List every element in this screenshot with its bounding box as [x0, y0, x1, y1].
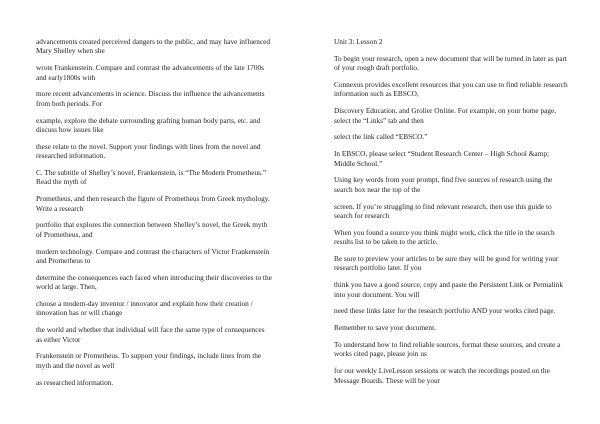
left-paragraph: advancements created perceived dangers to the public, and may have influenced Mary Shelley when she	[36, 37, 271, 56]
left-paragraph: C. The subtitle of Shelley’s novel, Frankenstein, is “The Modern Prometheus.” Read the myth of	[36, 168, 267, 187]
left-paragraph: Prometheus, and then research the figure of Prometheus from Greek mythology. Write a research	[36, 194, 270, 213]
right-paragraph: think you have a good source, copy and paste the Persistent Link or Permalink into your document. You will	[334, 280, 563, 299]
right-paragraph: Using key words from your prompt, find five sources of research using the search box near the top of the	[334, 175, 553, 194]
left-paragraph: more recent advancements in science. Discuss the influence the advancements from both periods. For	[36, 89, 265, 108]
left-paragraph: the world and whether that individual will face the same type of consequences as either Victor	[36, 325, 265, 344]
left-paragraph: these relate to the novel. Support your findings with lines from the novel and researched information.	[36, 141, 261, 161]
right-paragraph: Connexus provides excellent resources that you can use to find reliable research information such as EBSCO,	[334, 80, 568, 99]
left-paragraph: wrote Frankenstein. Compare and contrast the advancements of the late 1700s and early1800s with	[36, 63, 264, 82]
right-paragraph: need these links later for the research portfolio AND your works cited page.	[334, 306, 556, 316]
left-paragraph: modern technology. Compare and contrast the characters of Victor Frankenstein and Prometheus to	[36, 246, 270, 266]
left-page-column	[36, 37, 272, 394]
left-paragraph: portfolio that explores the connection between Shelley’s novel, the Greek myth of Prometheus, and	[36, 220, 268, 239]
right-paragraph: To understand how to find reliable sources, format these sources, and create a works cited page, please join us	[334, 340, 561, 359]
right-paragraph: Remember to save your document.	[334, 323, 436, 333]
right-paragraph: In EBSCO, please select “Student Research Center – High School &amp; Middle School.”	[334, 149, 550, 168]
left-paragraph: Frankenstein or Prometheus. To support your findings, include lines from the myth and the novel as well	[36, 351, 262, 370]
left-paragraph: example, explore the debate surrounding grafting human body parts, etc. and discuss how issues like	[36, 115, 261, 135]
right-paragraph: To begin your research, open a new document that will be turned in later as part of your rough draft portfolio.	[334, 53, 567, 73]
lesson-heading: Unit 3: Lesson 2	[334, 37, 383, 46]
right-paragraph: for our weekly LiveLesson sessions or watch the recordings posted on the Message Boards. These will be your	[334, 366, 550, 385]
right-paragraph: screen. If you’re struggling to find relevant research, then use this guide to search for research	[334, 201, 552, 221]
right-paragraph: When you found a source you think might work, click the title in the search results list to be taken to the article.	[334, 227, 555, 247]
right-paragraph: Be sure to preview your articles to be sure they will be good for writing your research portfolio later. If you	[334, 254, 559, 273]
left-paragraph: as researched information.	[36, 377, 114, 387]
left-paragraph: choose a modern-day inventor / innovator and explain how their creation / innovation has or will change	[36, 299, 253, 318]
right-page-column	[334, 37, 570, 392]
left-paragraph: determine the consequences each faced when introducing their discoveries to the world at large. Then,	[36, 272, 272, 292]
right-paragraph: select the link called “EBSCO.”	[334, 132, 428, 142]
right-paragraph: Discovery Education, and Grolier Online. For example, on your home page, select the “Links” tab and then	[334, 106, 557, 125]
